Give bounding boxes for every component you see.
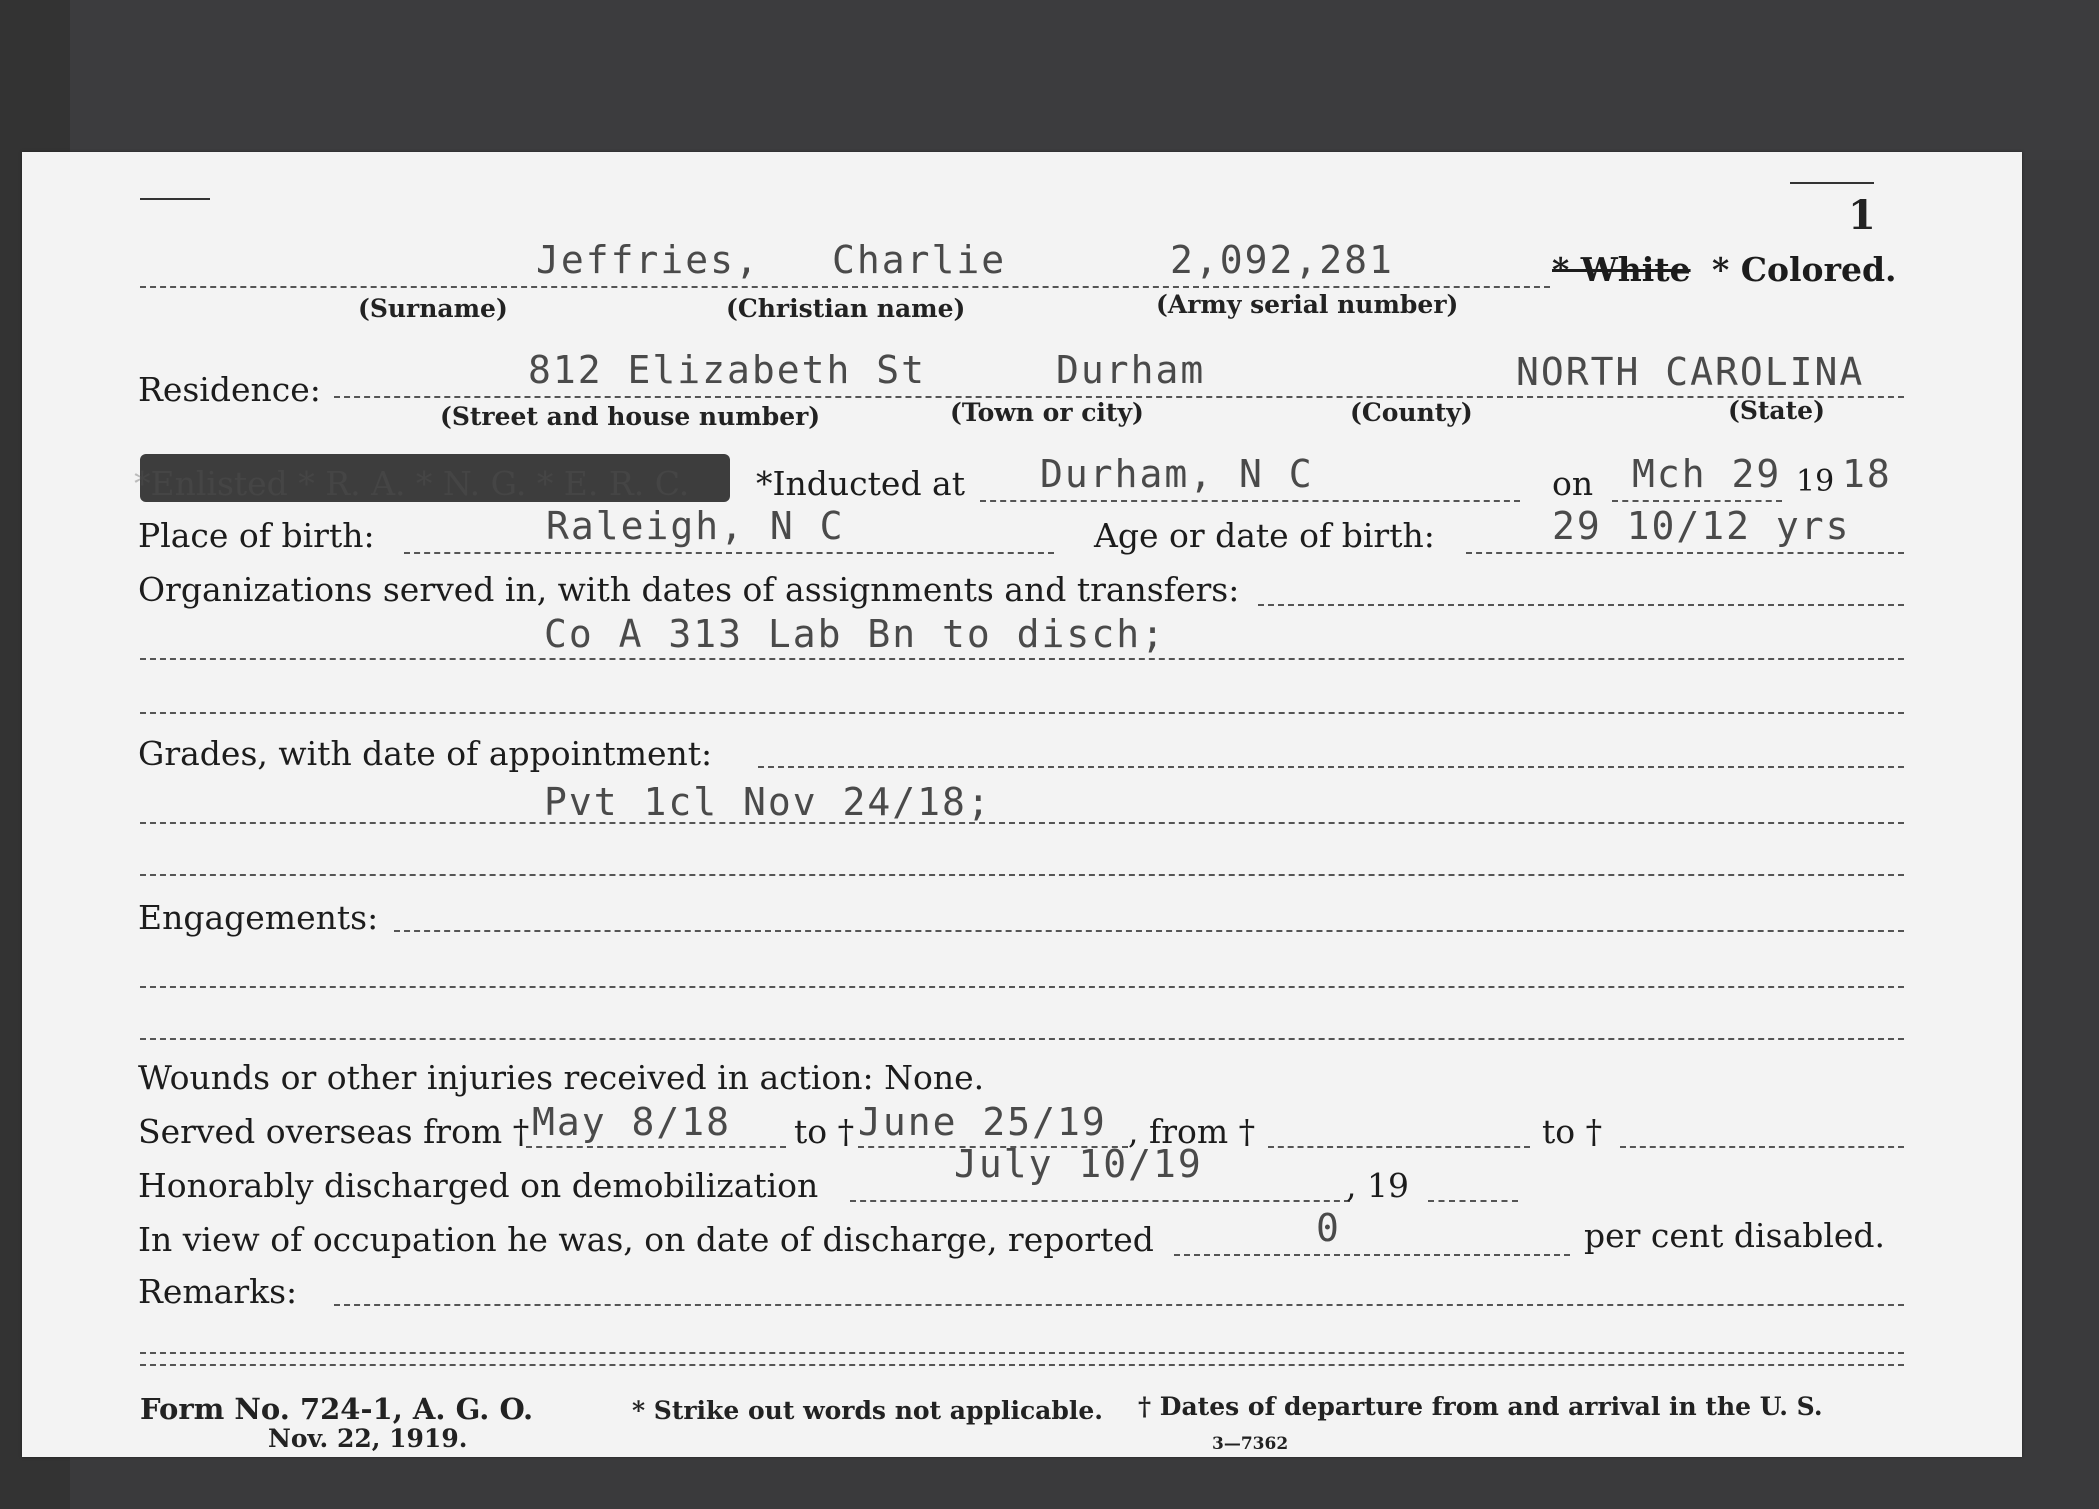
date-line <box>1612 500 1782 502</box>
on-label: on <box>1552 464 1594 503</box>
grades-line-2 <box>140 822 1904 824</box>
organizations-value: Co A 313 Lab Bn to disch; <box>544 612 1166 656</box>
christian-name-caption: (Christian name) <box>726 294 966 323</box>
engagements-line-3 <box>140 1038 1904 1040</box>
inducted-line <box>980 500 1520 502</box>
place-of-birth-value: Raleigh, N C <box>546 504 845 548</box>
residence-town: Durham <box>1056 348 1206 392</box>
name-line <box>140 286 1550 288</box>
overseas-to2-label: to † <box>1542 1112 1603 1151</box>
discharge-label: Honorably discharged on demobilization <box>138 1166 819 1205</box>
age-label: Age or date of birth: <box>1094 516 1435 555</box>
serial-caption: (Army serial number) <box>1156 290 1459 319</box>
organizations-line-1 <box>1258 604 1904 606</box>
remarks-line-2 <box>140 1352 1904 1354</box>
form-date: Nov. 22, 1919. <box>268 1424 468 1453</box>
grades-line-3 <box>140 874 1904 876</box>
overseas-from2-label: , from † <box>1128 1112 1256 1151</box>
overseas-from-line <box>526 1146 786 1148</box>
age-line <box>1466 552 1904 554</box>
background-top <box>0 0 2099 160</box>
christian-name-value: Charlie <box>832 238 1007 282</box>
top-left-rule <box>140 198 210 200</box>
discharge-line <box>850 1200 1350 1202</box>
grades-value: Pvt 1cl Nov 24/18; <box>544 780 992 824</box>
town-caption: (Town or city) <box>950 398 1144 427</box>
organizations-line-2 <box>140 658 1904 660</box>
surname-value: Jeffries, <box>536 238 760 282</box>
overseas-to-label: to † <box>794 1112 855 1151</box>
state-caption: (State) <box>1728 396 1825 425</box>
year-suffix: 18 <box>1842 452 1892 496</box>
engagements-line-1 <box>394 930 1904 932</box>
overseas-to2-line <box>1620 1146 1904 1148</box>
street-caption: (Street and house number) <box>440 402 821 431</box>
disability-value: 0 <box>1316 1206 1341 1250</box>
overseas-from-date: May 8/18 <box>532 1100 732 1144</box>
dates-note: † Dates of departure from and arrival in the U. S. <box>1138 1392 1823 1421</box>
wounds-label: Wounds or other injuries received in action: None. <box>138 1058 985 1097</box>
year-prefix: 19 <box>1796 464 1835 499</box>
inducted-label: *Inducted at <box>756 464 965 503</box>
print-code: 3—7362 <box>1212 1434 1289 1454</box>
overseas-to-date: June 25/19 <box>858 1100 1107 1144</box>
race-colored: * Colored. <box>1712 250 1897 289</box>
engagements-line-2 <box>140 986 1904 988</box>
residence-label: Residence: <box>138 370 321 409</box>
remarks-line-1 <box>334 1304 1904 1306</box>
service-record-card <box>22 152 2022 1457</box>
residence-state: NORTH CAROLINA <box>1516 350 1865 394</box>
race-white: * White <box>1552 250 1691 289</box>
discharge-year-line <box>1428 1200 1518 1202</box>
enlisted-label: *Enlisted * R. A. * N. G. * E. R. C. <box>134 464 690 503</box>
strike-note: * Strike out words not applicable. <box>632 1396 1103 1425</box>
grades-line-1 <box>758 766 1904 768</box>
disability-label: In view of occupation he was, on date of discharge, reported <box>138 1220 1154 1259</box>
organizations-line-3 <box>140 712 1904 714</box>
discharge-date: July 10/19 <box>954 1142 1203 1186</box>
disability-line <box>1174 1254 1570 1256</box>
residence-street: 812 Elizabeth St <box>528 348 927 392</box>
inducted-date: Mch 29 <box>1632 452 1782 496</box>
grades-label: Grades, with date of appointment: <box>138 734 713 773</box>
overseas-label: Served overseas from † <box>138 1112 530 1151</box>
place-of-birth-line <box>404 552 1054 554</box>
remarks-line-3 <box>140 1364 1904 1366</box>
organizations-label: Organizations served in, with dates of assignments and transfers: <box>138 570 1240 609</box>
card-number: 1 <box>1848 192 1876 239</box>
age-value: 29 10/12 yrs <box>1552 504 1851 548</box>
form-number: Form No. 724-1, A. G. O. <box>140 1392 534 1426</box>
disability-suffix: per cent disabled. <box>1584 1216 1886 1255</box>
top-right-rule <box>1790 182 1874 184</box>
place-of-birth-label: Place of birth: <box>138 516 375 555</box>
surname-caption: (Surname) <box>358 294 508 323</box>
discharge-year-label: , 19 <box>1346 1166 1409 1205</box>
serial-number-value: 2,092,281 <box>1170 238 1394 282</box>
county-caption: (County) <box>1350 398 1473 427</box>
overseas-from2-line <box>1268 1146 1530 1148</box>
engagements-label: Engagements: <box>138 898 379 937</box>
remarks-label: Remarks: <box>138 1272 298 1311</box>
inducted-place: Durham, N C <box>1040 452 1314 496</box>
